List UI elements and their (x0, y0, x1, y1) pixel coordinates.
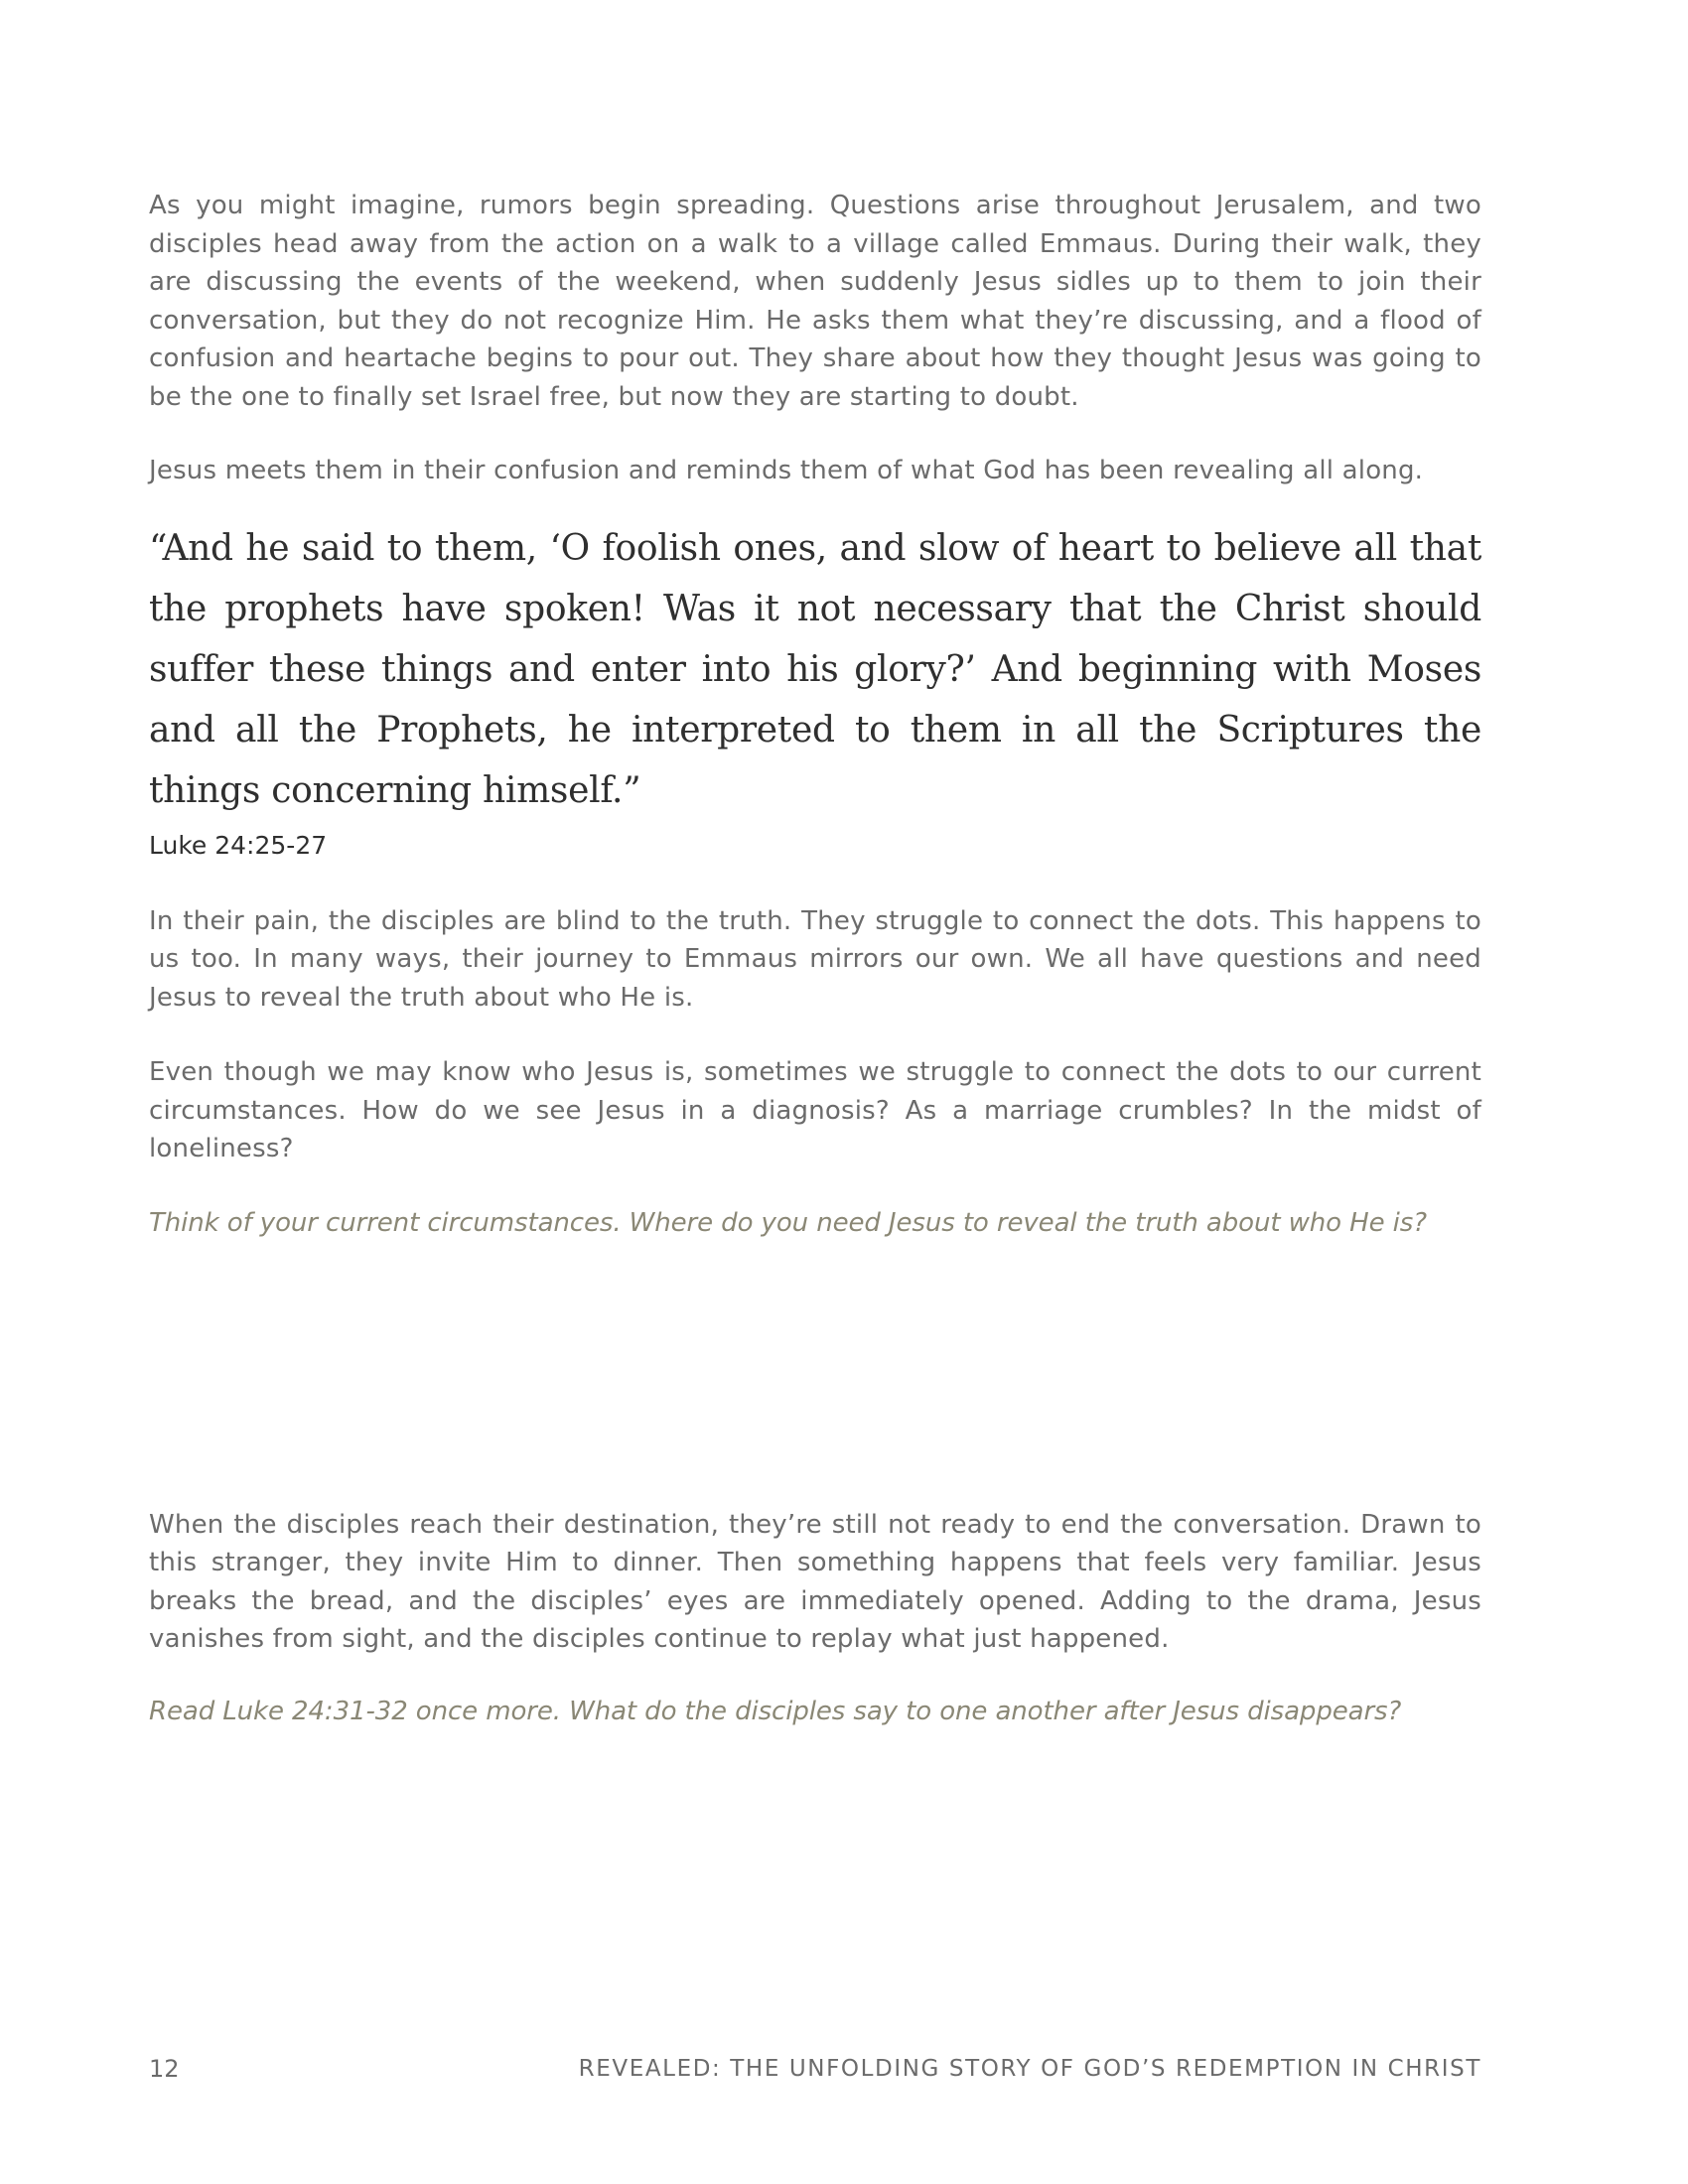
body-paragraph: When the disciples reach their destination, they’re still not ready to end the conversation. Drawn to this stranger, they invite Him to dinner. Then something happens that feels very familiar. Jesus breaks the bread, and the disciples’ eyes are immediately opened. Adding to the drama, Jesus vanishes from sight, and the disciples continue to replay what just happened. (149, 1509, 1481, 1654)
page-footer (149, 2053, 1481, 2089)
body-paragraph: Even though we may know who Jesus is, sometimes we struggle to connect the dots to our current circumstances. How do we see Jesus in a diagnosis? As a marriage crumbles? In the midst of loneliness? (149, 1057, 1481, 1163)
reflection-prompt: Think of your current circumstances. Where do you need Jesus to reveal the truth about who He is? (149, 1207, 1427, 1238)
reflection-prompt: Read Luke 24:31-32 once more. What do the disciples say to one another after Jesus disappears? (149, 1696, 1402, 1726)
scripture-citation: Luke 24:25-27 (149, 830, 328, 860)
body-paragraph: As you might imagine, rumors begin spreading. Questions arise throughout Jerusalem, and two disciples head away from the action on a walk to a village called Emmaus. During their walk, they are discussing the events of the weekend, when suddenly Jesus sidles up to them to join their conversation, but they do not recognize Him. He asks them what they’re discussing, and a flood of confusion and heartache begins to pour out. They share about how they thought Jesus was going to be the one to finally set Israel free, but now they are starting to doubt. (149, 191, 1481, 412)
running-title: REVEALED: THE UNFOLDING STORY OF GOD’S REDEMPTION IN CHRIST (578, 2056, 1481, 2082)
scripture-quote: “And he said to them, ‘O foolish ones, and slow of heart to believe all that the prophets have spoken! Was it not necessary that the Christ should suffer these things and enter into his glory?’ And beginning with Moses and all the Prophets, he interpreted to them in all the Scriptures the things concerning himself.” (149, 527, 1481, 811)
body-paragraph: Jesus meets them in their confusion and reminds them of what God has been revealing all along. (149, 456, 1424, 485)
page-number: 12 (149, 2055, 180, 2083)
body-paragraph: In their pain, the disciples are blind to the truth. They struggle to connect the dots. This happens to us too. In many ways, their journey to Emmaus mirrors our own. We all have questions and need Jesus to reveal the truth about who He is. (149, 905, 1481, 1013)
page-content (149, 187, 1481, 1730)
